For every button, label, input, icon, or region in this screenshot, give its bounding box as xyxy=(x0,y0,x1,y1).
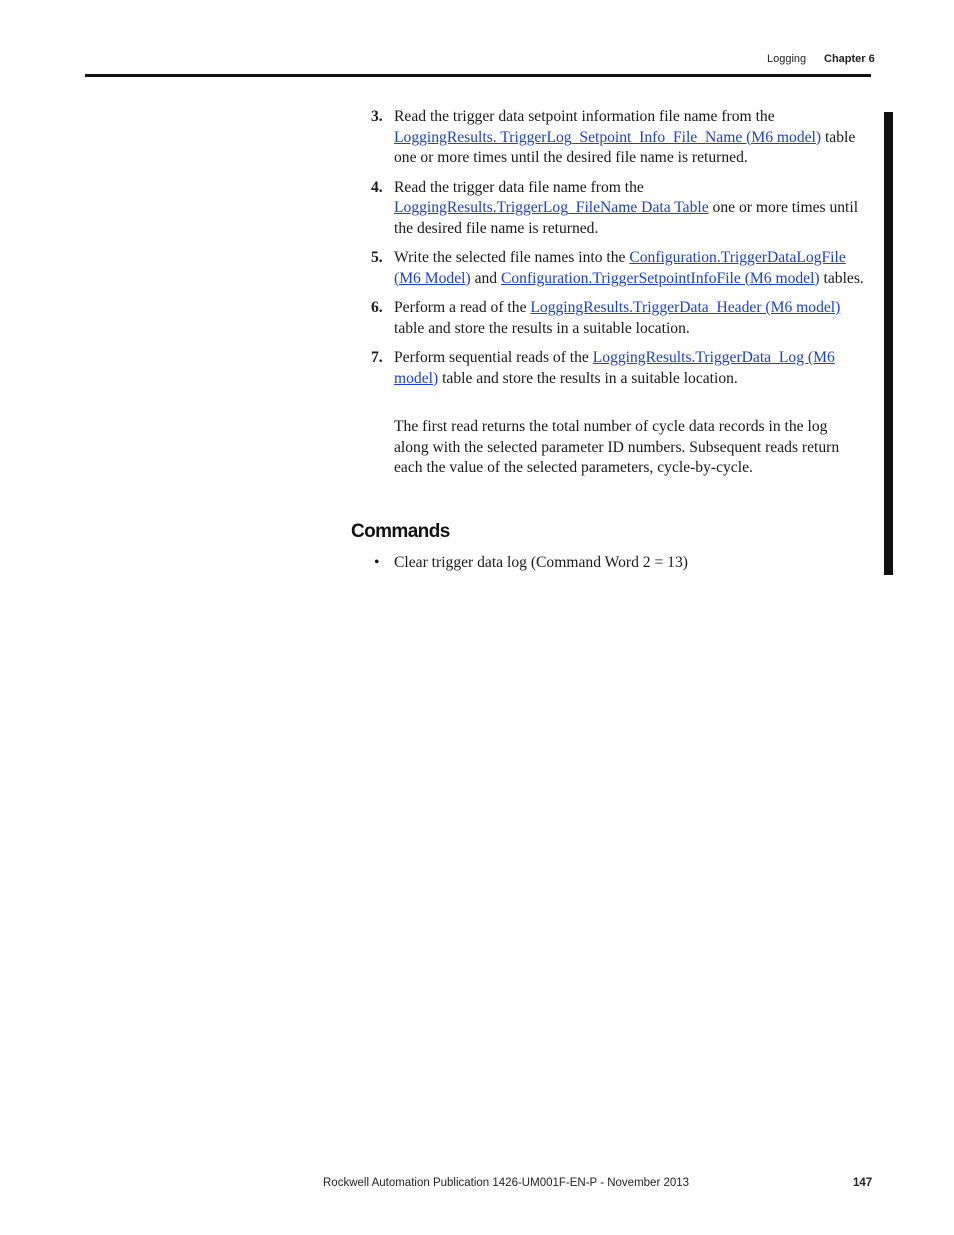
footer-publication: Rockwell Automation Publication 1426-UM001F-EN-P - November 2013 xyxy=(323,1177,690,1189)
step-7-note: The first read returns the total number of cycle data records in the log along with the selected parameter ID numbers. Subsequent reads return each the value of the selected parameters, cycle-by-cycle. xyxy=(394,418,840,476)
step-4 xyxy=(351,178,871,240)
bullet-icon: • xyxy=(374,554,380,571)
step-text: and xyxy=(470,269,501,287)
running-header-chapter: Chapter 6 xyxy=(824,53,875,65)
step-6 xyxy=(351,298,871,339)
procedure-steps xyxy=(351,107,871,398)
page-number: 147 xyxy=(853,1177,873,1189)
link-triggersetpointinfofile[interactable]: Configuration.TriggerSetpointInfoFile (M6 model) xyxy=(500,269,820,287)
commands-heading: Commands xyxy=(351,521,450,542)
step-text: table and store the results in a suitable location. xyxy=(438,369,738,387)
step-7 xyxy=(351,348,871,389)
link-triggerdata-log[interactable]: LoggingResults.TriggerData_Log (M6 model) xyxy=(394,349,835,387)
step-number: 4. xyxy=(371,178,383,196)
link-triggerlog-filename-data-table[interactable]: LoggingResults.TriggerLog_FileName Data Table xyxy=(394,199,709,216)
link-triggerdata-header[interactable]: LoggingResults.TriggerData_Header (M6 model) xyxy=(530,299,841,316)
step-number: 5. xyxy=(371,249,383,266)
step-number: 7. xyxy=(371,349,383,366)
step-number: 6. xyxy=(371,299,383,316)
step-text: one or more times until the desired file name is returned. xyxy=(394,199,859,237)
command-item xyxy=(351,553,871,574)
step-5 xyxy=(351,248,871,289)
step-text: tables. xyxy=(819,269,864,287)
link-triggerlog-setpoint-info-file-name[interactable]: LoggingResults. TriggerLog_Setpoint_Info_File_Name (M6 model) xyxy=(394,128,822,146)
step-text: Read the trigger data setpoint information file name from the xyxy=(394,108,775,125)
step-text: table and store the results in a suitable location. xyxy=(394,319,690,337)
step-text: Write the selected file names into the xyxy=(394,249,630,266)
step-3 xyxy=(351,107,871,169)
link-triggerdatalogfile[interactable]: Configuration.TriggerDataLogFile (M6 Model) xyxy=(394,249,846,287)
commands-list xyxy=(351,553,871,574)
step-text: Perform a read of the xyxy=(394,299,531,316)
chapter-thumb-tab xyxy=(884,112,893,575)
step-text: table one or more times until the desired file name is returned. xyxy=(394,128,856,166)
step-text: Perform sequential reads of the xyxy=(394,349,593,366)
step-text: Read the trigger data file name from the xyxy=(394,178,644,196)
step-number: 3. xyxy=(371,108,383,125)
command-text: Clear trigger data log (Command Word 2 = 13) xyxy=(394,554,688,571)
running-header-section: Logging xyxy=(767,53,807,65)
header-rule xyxy=(85,74,871,77)
